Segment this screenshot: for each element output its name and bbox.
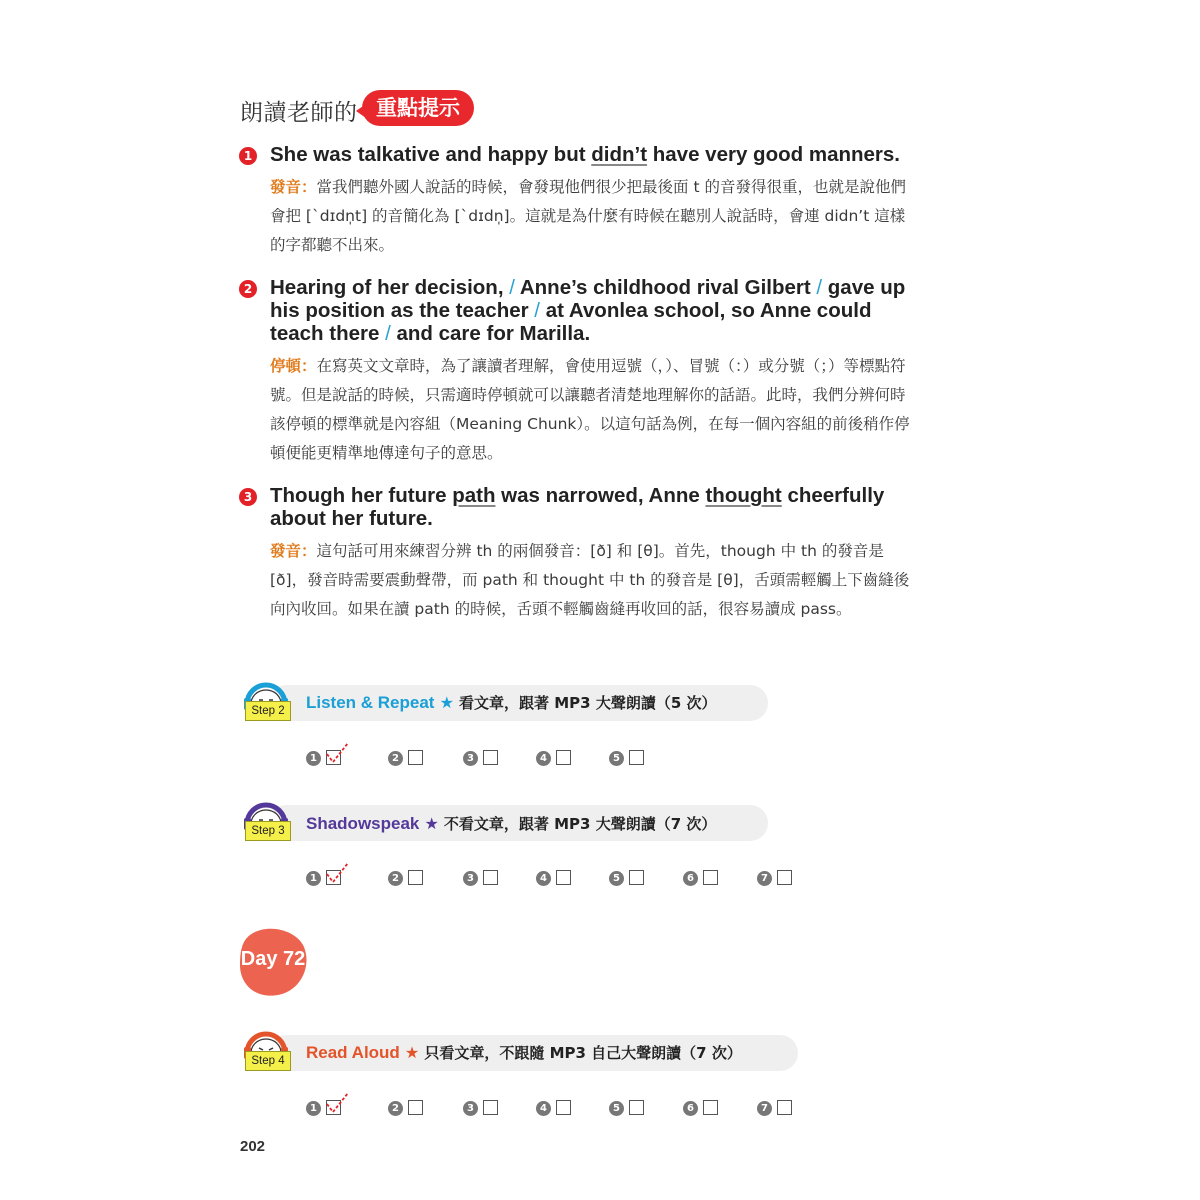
checkbox[interactable] [703,870,718,885]
sentence-part: Anne’s childhood rival Gilbert [514,276,817,299]
day-label: Day 72 [240,948,306,970]
count-number: 4 [536,871,551,886]
count-number: 5 [609,1101,624,1116]
step-title: Listen & Repeat [306,693,435,712]
pause-slash: / [534,299,540,322]
checkbox[interactable] [556,750,571,765]
tip-explanation-2 [270,352,920,468]
tip-sentence-2 [270,276,930,345]
checkbox[interactable] [629,870,644,885]
count-number: 2 [388,751,403,766]
step-2-checklist [306,747,706,771]
sentence-part: have very good manners. [647,143,900,166]
underlined-word: didn’t [591,143,648,166]
explanation-label: 發音： [270,178,317,196]
explanation-label: 停頓： [270,357,317,375]
section-badge: 重點提示 [362,90,474,126]
step-description: 只看文章，不跟隨 MP3 自己大聲朗讀（7 次） [424,1044,742,1062]
sentence-part: was narrowed, Anne [495,484,706,507]
checkbox[interactable] [408,870,423,885]
star-icon: ★ [404,1043,420,1062]
red-check-icon [324,1091,350,1117]
count-number: 5 [609,871,624,886]
tip-explanation-1 [270,173,920,260]
count-number: 5 [609,751,624,766]
red-check-icon [324,861,350,887]
checkbox[interactable] [483,870,498,885]
sentence-part: and care for Marilla. [390,322,591,345]
page-number: 202 [240,1138,266,1155]
underlined-word: path [452,484,496,507]
count-number: 7 [757,1101,772,1116]
count-number: 3 [463,751,478,766]
section-title: 朗讀老師的 [240,100,358,126]
checkbox[interactable] [556,1100,571,1115]
tip-number-3: 3 [239,488,257,506]
step-title: Shadowspeak [306,814,420,833]
sentence-part: gave up his position as the teacher [270,276,906,322]
step-4-heading [306,1042,742,1063]
checkbox[interactable] [629,1100,644,1115]
red-check-icon [324,741,350,767]
count-number: 6 [683,1101,698,1116]
step-description: 不看文章，跟著 MP3 大聲朗讀（7 次） [443,815,717,833]
explanation-text: 這句話可用來練習分辨 th 的兩個發音：[ð] 和 [θ]。首先，though 中 th 的發音是 [ð]，發音時需要震動聲帶，而 path 和 thought 中 th 的發音是 [θ]，舌頭需輕觸上下齒縫後向內收回。如果在讀 path 的時候，舌頭不輕觸齒縫再收回的話，很容易讀成 pass。 [270,542,910,618]
step-2-heading [306,692,716,713]
count-number: 4 [536,1101,551,1116]
checkbox[interactable] [556,870,571,885]
tip-number-2: 2 [239,280,257,298]
step-4-checklist [306,1097,826,1121]
step-3-checklist [306,867,826,891]
sentence-part: Hearing of her decision, [270,276,510,299]
count-number: 4 [536,751,551,766]
checkbox[interactable] [777,1100,792,1115]
count-number: 2 [388,871,403,886]
underlined-word: thought [705,484,782,507]
step-3-tag: Step 3 [245,821,291,841]
pause-slash: / [385,322,391,345]
tip-sentence-3 [270,484,930,530]
count-number: 1 [306,871,321,886]
count-number: 1 [306,1101,321,1116]
pause-slash: / [816,276,823,299]
checkbox[interactable] [629,750,644,765]
pause-slash: / [509,276,515,299]
sentence-part: cheerfully about her future. [270,484,885,530]
checkbox[interactable] [408,750,423,765]
star-icon: ★ [439,693,454,712]
count-number: 6 [683,871,698,886]
step-2-tag: Step 2 [245,701,291,721]
checkbox[interactable] [483,1100,498,1115]
sentence-part: She was talkative and happy but [270,143,592,166]
checkbox[interactable] [483,750,498,765]
explanation-text: 當我們聽外國人說話的時候，會發現他們很少把最後面 t 的音發得很重，也就是說他們會把 [ˋdɪdn̩t] 的音簡化為 [ˋdɪdn̩]。這就是為什麼有時候在聽別人說話時，會連 didn’t 這樣的字都聽不出來。 [270,178,906,254]
step-4-tag: Step 4 [245,1051,291,1071]
explanation-label: 發音： [270,542,317,560]
checkbox[interactable] [777,870,792,885]
sentence-part: at Avonlea school, so Anne could teach there [270,299,872,345]
tip-number-1: 1 [239,147,257,165]
count-number: 3 [463,871,478,886]
count-number: 7 [757,871,772,886]
explanation-text: 在寫英文文章時，為了讓讀者理解，會使用逗號（，）、冒號（：）或分號（；）等標點符號。但是說話的時候，只需適時停頓就可以讓聽者清楚地理解你的話語。此時，我們分辨何時該停頓的標準就是內容組（Meaning Chunk）。以這句話為例，在每一個內容組的前後稍作停頓便能更精準地傳達句子的意思。 [270,357,910,462]
tip-explanation-3 [270,537,920,624]
tip-sentence-1 [270,143,930,166]
checkbox[interactable] [408,1100,423,1115]
count-number: 3 [463,1101,478,1116]
step-3-heading [306,813,716,834]
step-title: Read Aloud [306,1043,400,1062]
count-number: 1 [306,751,321,766]
count-number: 2 [388,1101,403,1116]
checkbox[interactable] [703,1100,718,1115]
sentence-part: Though her future [270,484,453,507]
star-icon: ★ [424,814,439,833]
step-description: 看文章，跟著 MP3 大聲朗讀（5 次） [459,694,717,712]
